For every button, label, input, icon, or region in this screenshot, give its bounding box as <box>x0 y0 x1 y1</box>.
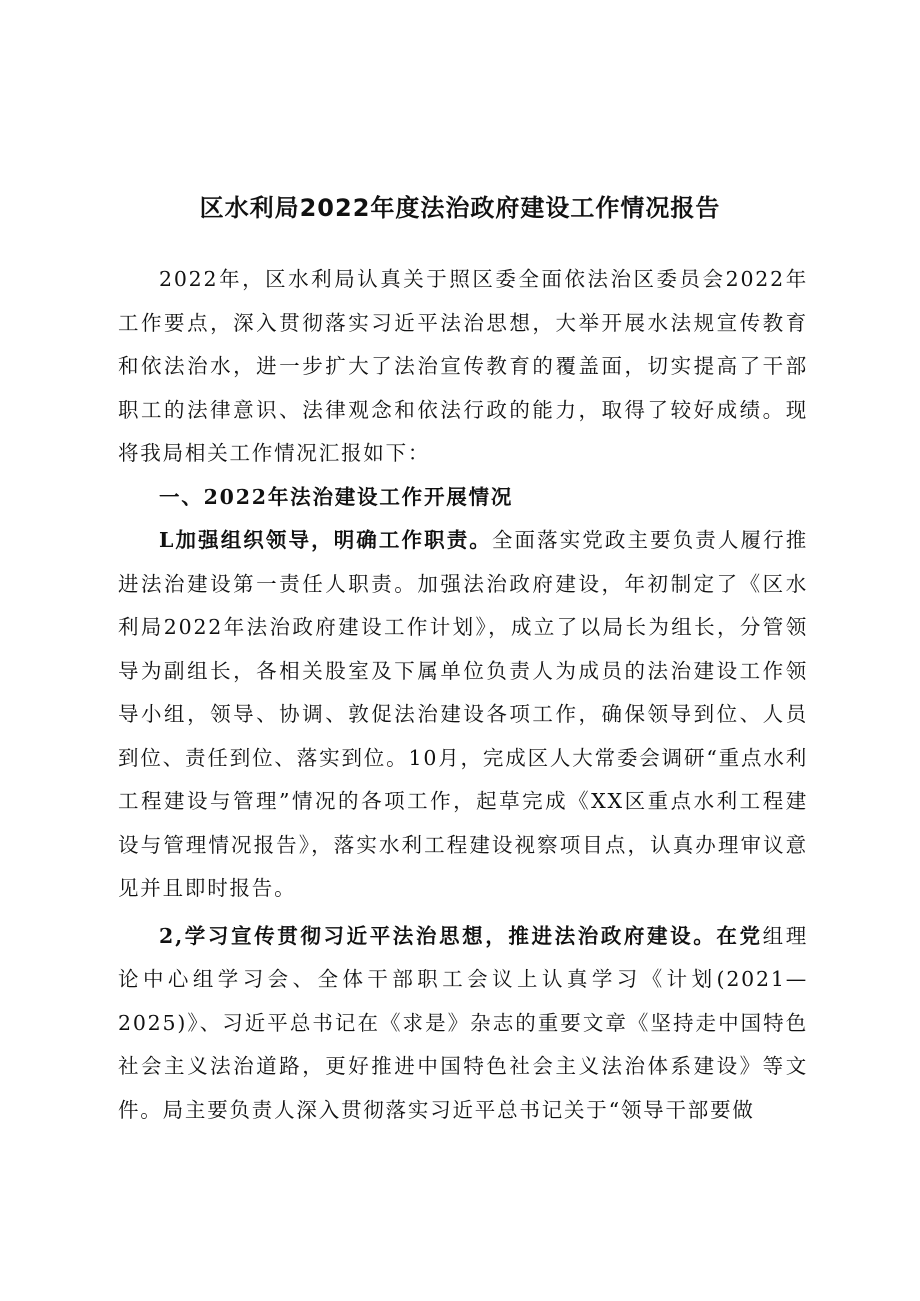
item-2-paragraph <box>118 915 808 1133</box>
item-2-lead: 2,学习宣传贯彻习近平法治思想，推进法治政府建设。在党 <box>159 923 763 948</box>
item-1-lead: L加强组织领导，明确工作职责。 <box>159 528 492 552</box>
section-heading: 一、2022年法治建设工作开展情况 <box>159 484 514 509</box>
item-1-paragraph <box>118 519 808 911</box>
document-body <box>118 258 808 1132</box>
item-2-body: 组理论中心组学习会、全体干部职工会议上认真学习《计划(2021—2025)》、习近平总书记在《求是》杂志的重要文章《坚持走中国特色社会主义法治道路，更好推进中国特色社会主义法治体系建设》等文件。局主要负责人深入贯彻落实习近平总书记关于“领导干部要做 <box>118 923 809 1122</box>
document-title: 区水利局2022年度法治政府建设工作情况报告 <box>199 194 721 222</box>
item-1-body: 全面落实党政主要负责人履行推进法治建设第一责任人职责。加强法治政府建设，年初制定了《区水利局2022年法治政府建设工作计划》，成立了以局长为组长，分管领导为副组长，各相关股室及下属单位负责人为成员的法治建设工作领导小组，领导、协调、敦促法治建设各项工作，确保领导到位、人员到位、责任到位、落实到位。10月，完成区人大常委会调研“重点水利工程建设与管理”情况的各项工作，起草完成《XX区重点水利工程建设与管理情况报告》，落实水利工程建设视察项目点，认真办理审议意见并且即时报告。 <box>118 528 808 900</box>
intro-paragraph: 2022年，区水利局认真关于照区委全面依法治区委员会2022年工作要点，深入贯彻落实习近平法治思想，大举开展水法规宣传教育和依法治水，进一步扩大了法治宣传教育的覆盖面，切实提高了干部职工的法律意识、法律观念和依法行政的能力，取得了较好成绩。现将我局相关工作情况汇报如下： <box>118 267 808 465</box>
